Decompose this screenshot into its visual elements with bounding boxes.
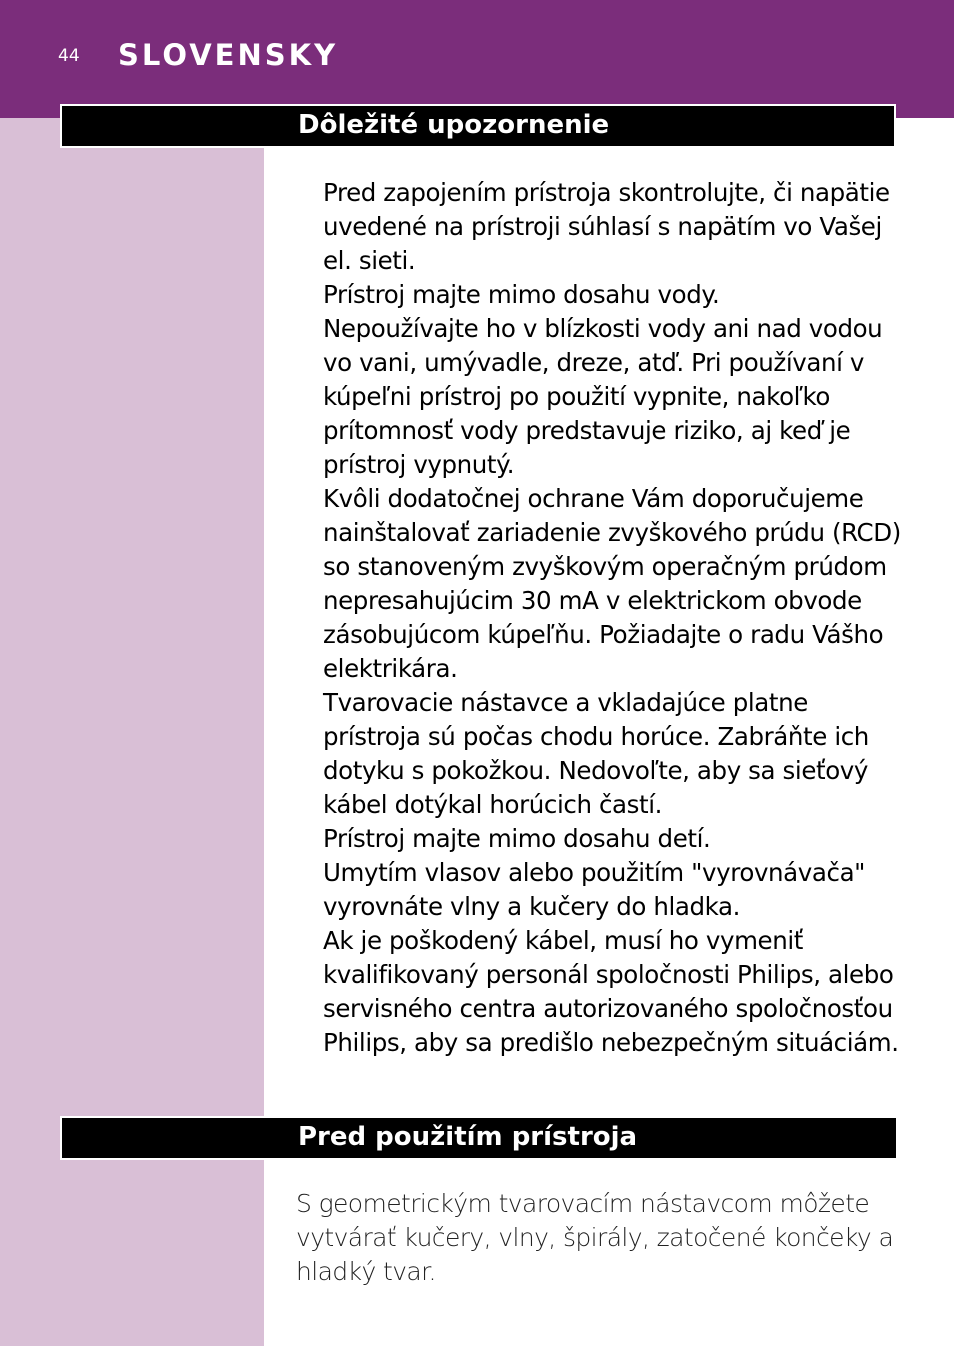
- left-margin-band: [0, 118, 264, 1346]
- header-bar: [0, 0, 954, 118]
- warning-paragraph: Pred zapojením prístroja skontrolujte, či napätie uvedené na prístroji súhlasí s napätím vo Vašej el. sieti.: [323, 178, 890, 275]
- section-title-before-use: Pred použitím prístroja: [298, 1122, 638, 1152]
- warnings-list: [323, 176, 903, 1060]
- section-heading-bar-before-use: [60, 1116, 898, 1160]
- section-heading-bar-important: [60, 104, 896, 148]
- page-number: 44: [58, 46, 80, 66]
- warning-paragraph: Ak je poškodený kábel, musí ho vymeniť kvalifikovaný personál spoločnosti Philips, alebo servisného centra autorizovaného spoločnosťou Philips, aby sa predišlo nebezpečným situáciám.: [323, 926, 899, 1057]
- warning-paragraph: Prístroj majte mimo dosahu detí.: [323, 824, 711, 853]
- before-use-intro: S geometrickým tvarovacím nástavcom môžete vytvárať kučery, vlny, špirály, zatočené končeky a hladký tvar.: [296, 1189, 894, 1286]
- warning-paragraph: Prístroj majte mimo dosahu vody.: [323, 280, 720, 309]
- warning-paragraph: Kvôli dodatočnej ochrane Vám doporučujeme nainštalovať zariadenie zvyškového prúdu (RCD) so stanoveným zvyškovým operačným prúdom nepresahujúcim 30 mA v elektrickom obvode zásobujúcom kúpeľňu. Požiadajte o radu Vášho elektrikára.: [323, 484, 901, 683]
- language-title: SLOVENSKY: [118, 38, 339, 72]
- section-title-important: Dôležité upozornenie: [298, 110, 610, 140]
- warning-paragraph: Tvarovacie nástavce a vkladajúce platne prístroja sú počas chodu horúce. Zabráňte ich dotyku s pokožkou. Nedovoľte, aby sa sieťový kábel dotýkal horúcich častí.: [323, 688, 869, 819]
- warning-paragraph: Umytím vlasov alebo použitím "vyrovnávača" vyrovnáte vlny a kučery do hladka.: [323, 858, 866, 921]
- warning-paragraph: Nepoužívajte ho v blízkosti vody ani nad vodou vo vani, umývadle, dreze, atď. Pri používaní v kúpeľni prístroj po použití vypnite, nakoľko prítomnosť vody predstavuje riziko, aj keď je prístroj vypnutý.: [323, 314, 883, 479]
